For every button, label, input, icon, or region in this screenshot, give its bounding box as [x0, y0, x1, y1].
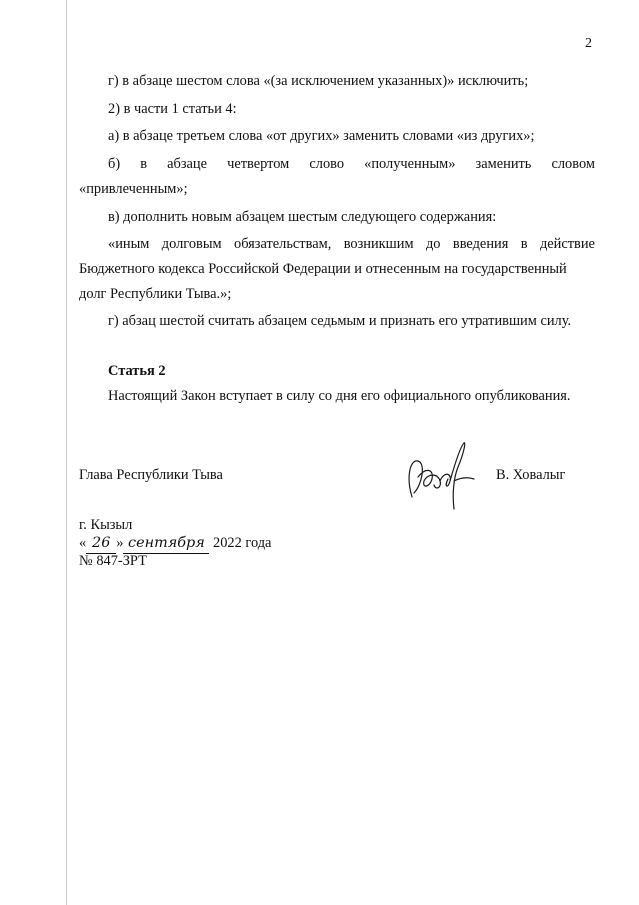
article-heading: Статья 2 — [108, 363, 166, 379]
word: заменить — [475, 156, 532, 172]
paragraph-6-line-2: Бюджетного кодекса Российской Федерации и отнесенным на государственный — [79, 261, 567, 277]
handwritten-signature — [404, 437, 484, 513]
paragraph-6-line-3: долг Республики Тыва.»; — [79, 286, 232, 302]
signing-date — [79, 533, 271, 554]
page-number: 2 — [585, 36, 592, 51]
word: долговым — [161, 236, 222, 252]
word: слово — [309, 156, 345, 172]
word: б) — [108, 156, 121, 172]
date-quote-open: « — [79, 535, 87, 551]
date-month: сентября — [123, 533, 209, 554]
word: «полученным» — [364, 156, 456, 172]
paragraph-1: г) в абзаце шестом слова «(за исключением указанных)» исключить; — [108, 73, 529, 89]
paragraph-6-line-1 — [108, 235, 595, 253]
paragraph-4-line-1 — [108, 155, 595, 173]
law-number: № 847-ЗРТ — [79, 553, 147, 569]
paragraph-2: 2) в части 1 статьи 4: — [108, 101, 237, 117]
word: в — [520, 236, 528, 252]
paragraph-5: в) дополнить новым абзацем шестым следующего содержания: — [108, 209, 497, 225]
city: г. Кызыл — [79, 517, 133, 533]
word: «иным — [108, 236, 150, 252]
paragraph-4-line-2: «привлеченным»; — [79, 181, 188, 197]
word: до — [425, 236, 441, 252]
word: действие — [539, 236, 595, 252]
word: в — [140, 156, 148, 172]
word: обязательствам, — [234, 236, 332, 252]
signatory-name: В. Ховалыг — [496, 467, 566, 483]
date-quote-close: » — [116, 535, 124, 551]
article-text: Настоящий Закон вступает в силу со дня его официального опубликования. — [108, 388, 571, 404]
date-day: 26 — [86, 533, 116, 554]
word: абзаце — [167, 156, 208, 172]
word: возникшим — [343, 236, 414, 252]
signatory-position: Глава Республики Тыва — [79, 467, 223, 483]
date-year: 2022 года — [213, 535, 272, 551]
paragraph-7: г) абзац шестой считать абзацем седьмым и признать его утратившим силу. — [108, 313, 572, 329]
word: словом — [551, 156, 595, 172]
word: четвертом — [227, 156, 290, 172]
page-edge-line — [66, 0, 67, 905]
paragraph-3: а) в абзаце третьем слова «от других» заменить словами «из других»; — [108, 128, 535, 144]
word: введения — [452, 236, 509, 252]
